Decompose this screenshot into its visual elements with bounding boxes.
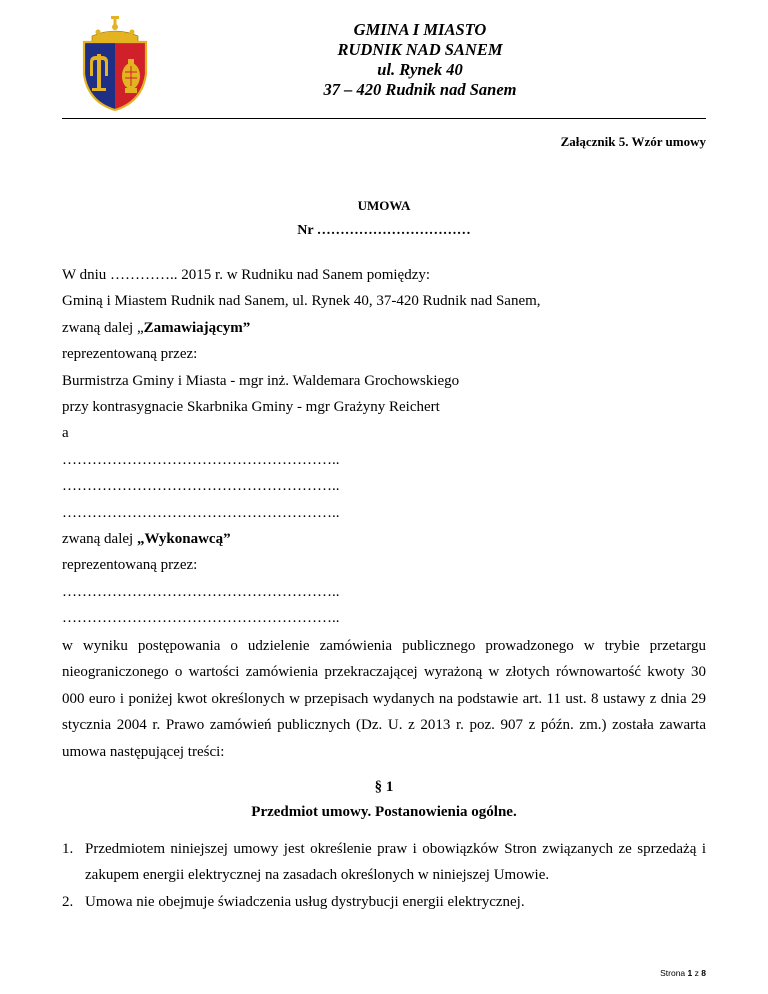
party-text: zwaną dalej „	[62, 319, 144, 336]
party-text: ………………………………………………..	[62, 478, 340, 495]
party-role-bold: „Wykonawcą”	[136, 530, 231, 547]
crown-icon	[92, 16, 138, 42]
party-text: reprezentowaną przez:	[62, 346, 198, 363]
contract-number: Nr ……………………………	[297, 223, 471, 238]
party-line	[62, 292, 706, 318]
section-items	[62, 836, 706, 915]
party-line	[62, 345, 706, 371]
party-line	[62, 556, 706, 582]
party-role-bold: Zamawiającym”	[143, 319, 251, 336]
municipality-header	[230, 20, 610, 100]
party-line	[62, 398, 706, 424]
party-text: a	[62, 425, 69, 442]
party-text: ………………………………………………..	[62, 610, 340, 627]
party-line	[62, 530, 706, 556]
party-text: Gminą i Miastem Rudnik nad Sanem, ul. Rynek 40, 37-420 Rudnik nad Sanem,	[62, 293, 541, 310]
list-item	[62, 889, 706, 915]
party-text: ………………………………………………..	[62, 504, 340, 521]
header-divider	[62, 118, 706, 119]
party-text: przy kontrasygnacie Skarbnika Gminy - mgr Grażyny Reichert	[62, 398, 440, 415]
header-line: ul. Rynek 40	[377, 60, 463, 79]
party-text: Burmistrza Gminy i Miasta - mgr inż. Waldemara Grochowskiego	[62, 372, 460, 389]
party-text: reprezentowaną przez:	[62, 557, 198, 574]
party-line	[62, 609, 706, 635]
party-line	[62, 424, 706, 450]
coat-of-arms-logo	[78, 16, 152, 114]
item-number: 2.	[62, 893, 74, 910]
item-text: Umowa nie obejmuje świadczenia usług dystrybucji energii elektrycznej.	[85, 893, 525, 910]
list-item	[62, 836, 706, 889]
current-page: 1	[687, 968, 693, 978]
party-text: zwaną dalej	[62, 530, 137, 547]
item-number: 1.	[62, 841, 74, 857]
section-number: § 1	[374, 779, 394, 795]
page-footer	[660, 968, 706, 978]
party-line	[62, 266, 706, 292]
party-line	[62, 451, 706, 477]
party-line	[62, 477, 706, 503]
party-line	[62, 504, 706, 530]
parties-block	[62, 266, 706, 635]
party-line	[62, 372, 706, 398]
header-line: 37 – 420 Rudnik nad Sanem	[323, 80, 517, 99]
header-line: GMINA I MIASTO	[353, 20, 487, 39]
footer-separator: z	[694, 968, 699, 978]
intro-paragraph: w wyniku postępowania o udzielenie zamówienia publicznego prowadzonego w trybie przetargu nieograniczonego o wartości zamówienia przekraczającej wyrażoną w złotych równowartość kwoty 30 000 euro i poniżej kwot określonych w przepisach wydanych na podstawie art. 11 ust. 8 ustawy z dnia 29 stycznia 2004 r. Prawo zamówień publicznych (Dz. U. z 2013 r. poz. 907 z późn. zm.) została zawarta umowa następującej treści:	[62, 638, 706, 760]
section-title: Przedmiot umowy. Postanowienia ogólne.	[251, 804, 517, 820]
attachment-label: Załącznik 5. Wzór umowy	[560, 134, 706, 149]
party-text: W dniu ………….. 2015 r. w Rudniku nad Sanem pomiędzy:	[62, 267, 431, 283]
total-pages: 8	[701, 968, 706, 978]
party-text: ………………………………………………..	[62, 583, 340, 600]
item-text: Przedmiotem niniejszej umowy jest określenie praw i obowiązków Stron związanych ze sprzedażą i zakupem energii elektrycznej na zasadach określonych w niniejszej Umowie.	[85, 841, 706, 884]
footer-label: Strona	[660, 968, 686, 978]
header-line: RUDNIK NAD SANEM	[337, 40, 503, 59]
party-line	[62, 583, 706, 609]
party-line	[62, 319, 706, 345]
party-text: ………………………………………………..	[62, 451, 340, 468]
document-title: UMOWA	[357, 198, 411, 213]
